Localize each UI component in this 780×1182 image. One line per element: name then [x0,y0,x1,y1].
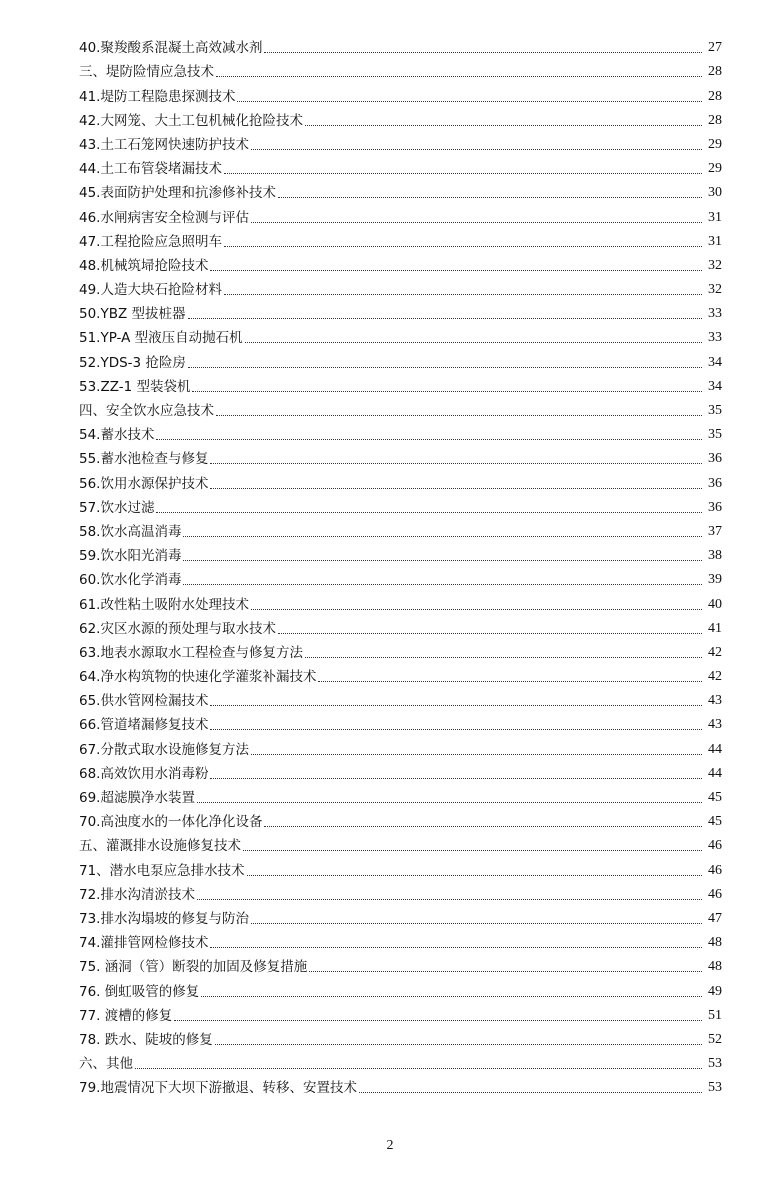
toc-entry-title: 68.高效饮用水消毒粉 [79,765,209,782]
toc-entry-page-number: 51 [708,1007,722,1023]
toc-entry-page-number: 38 [708,548,722,564]
toc-entry-title: 60.饮水化学消毒 [79,572,182,589]
toc-entry-title: 43.土工石笼网快速防护技术 [79,136,249,153]
toc-entry-page-number: 43 [708,717,722,733]
toc-entry[interactable] [79,492,722,516]
toc-entry-page-number: 28 [708,112,722,128]
toc-entry-title: 五、灌溉排水设施修复技术 [79,838,241,855]
toc-entry-page-number: 32 [708,282,722,298]
toc-entry-title: 57.饮水过滤 [79,499,155,516]
toc-entry-page-number: 44 [708,765,722,781]
toc-entry-page-number: 42 [708,644,722,660]
dot-leader [309,971,702,972]
dot-leader [183,536,702,537]
toc-entry[interactable] [79,322,722,346]
toc-entry[interactable] [79,105,722,129]
toc-entry-page-number: 28 [708,64,722,80]
toc-entry[interactable] [79,709,722,733]
toc-entry[interactable] [79,758,722,782]
toc-entry-title: 58.饮水高温消毒 [79,523,182,540]
dot-leader [278,633,702,634]
toc-entry-page-number: 43 [708,693,722,709]
dot-leader [243,850,702,851]
dot-leader [251,609,702,610]
toc-entry-title: 47.工程抢险应急照明车 [79,233,222,250]
toc-entry[interactable] [79,1072,722,1096]
toc-entry[interactable] [79,661,722,685]
dot-leader [359,1092,702,1093]
toc-entry-page-number: 40 [708,596,722,612]
dot-leader [224,294,702,295]
toc-entry[interactable] [79,540,722,564]
toc-entry-title: 63.地表水源取水工程检查与修复方法 [79,644,303,661]
toc-entry-title: 52.YDS-3 抢险房 [79,354,186,371]
dot-leader [215,1044,702,1045]
toc-entry[interactable] [79,1000,722,1024]
toc-entry-page-number: 36 [708,499,722,515]
toc-entry[interactable] [79,129,722,153]
dot-leader [318,681,702,682]
toc-entry[interactable] [79,153,722,177]
toc-entry[interactable] [79,80,722,104]
toc-entry-page-number: 53 [708,1080,722,1096]
dot-leader [305,125,702,126]
toc-entry-page-number: 29 [708,161,722,177]
dot-leader [216,76,702,77]
toc-entry-page-number: 30 [708,185,722,201]
toc-entry[interactable] [79,830,722,854]
toc-entry-page-number: 35 [708,403,722,418]
toc-entry-page-number: 36 [708,475,722,491]
toc-entry-page-number: 28 [708,88,722,104]
toc-entry-page-number: 48 [708,959,722,975]
page-number: 2 [386,1138,394,1153]
toc-entry[interactable] [79,588,722,612]
table-of-contents [79,32,722,1096]
toc-entry-page-number: 33 [708,330,722,346]
toc-entry-title: 51.YP-A 型液压自动抛石机 [79,330,243,347]
toc-entry-page-number: 37 [708,523,722,539]
toc-entry-title: 64.净水构筑物的快速化学灌浆补漏技术 [79,669,317,686]
toc-entry-page-number: 46 [708,838,722,854]
toc-entry-page-number: 45 [708,814,722,830]
toc-entry[interactable] [79,516,722,540]
dot-leader [278,197,702,198]
toc-entry-page-number: 53 [708,1056,722,1072]
toc-entry-title: 79.地震情况下大坝下游撤退、转移、安置技术 [79,1080,357,1097]
dot-leader [210,729,702,730]
toc-entry[interactable] [79,32,722,56]
dot-leader [192,391,702,392]
toc-entry-page-number: 47 [708,910,722,926]
toc-entry-title: 41.堤防工程隐患探测技术 [79,88,236,105]
toc-entry-page-number: 29 [708,136,722,152]
dot-leader [210,270,702,271]
toc-entry-title: 66.管道堵漏修复技术 [79,717,209,734]
toc-entry-page-number: 46 [708,862,722,878]
toc-entry[interactable] [79,1024,722,1048]
toc-entry-title: 50.YBZ 型拔桩器 [79,306,186,323]
toc-entry-title: 56.饮用水源保护技术 [79,475,209,492]
toc-entry-title: 44.土工布管袋堵漏技术 [79,161,222,178]
dot-leader [264,826,702,827]
toc-entry[interactable] [79,371,722,395]
dot-leader [251,149,702,150]
toc-entry-title: 45.表面防护处理和抗渗修补技术 [79,185,276,202]
toc-entry-page-number: 34 [708,378,722,394]
toc-entry[interactable] [79,637,722,661]
toc-entry[interactable] [79,951,722,975]
toc-entry-title: 74.灌排管网检修技术 [79,935,209,952]
toc-entry-title: 55.蓄水池检查与修复 [79,451,209,468]
dot-leader [183,560,702,561]
toc-entry[interactable] [79,346,722,370]
dot-leader [237,101,702,102]
dot-leader [156,439,702,440]
toc-entry[interactable] [79,927,722,951]
toc-entry-title: 78. 跌水、陡坡的修复 [79,1031,213,1048]
toc-entry[interactable] [79,467,722,491]
toc-entry[interactable] [79,733,722,757]
toc-entry-title: 46.水闸病害安全检测与评估 [79,209,249,226]
dot-leader [156,512,702,513]
toc-entry[interactable] [79,443,722,467]
toc-entry-page-number: 36 [708,451,722,467]
dot-leader [245,342,702,343]
toc-entry-title: 72.排水沟清淤技术 [79,886,195,903]
dot-leader [264,52,702,53]
toc-entry[interactable] [79,854,722,878]
toc-entry-page-number: 31 [708,233,722,249]
dot-leader [251,754,702,755]
dot-leader [188,318,702,319]
toc-entry[interactable] [79,201,722,225]
toc-entry-page-number: 44 [708,741,722,757]
toc-entry-title: 54.蓄水技术 [79,427,155,444]
toc-entry-title: 49.人造大块石抢险材料 [79,282,222,299]
toc-entry-page-number: 39 [708,572,722,588]
toc-entry[interactable] [79,685,722,709]
toc-entry-title: 65.供水管网检漏技术 [79,693,209,710]
toc-entry[interactable] [79,395,722,419]
toc-entry-title: 61.改性粘土吸附水处理技术 [79,596,249,613]
toc-entry[interactable] [79,298,722,322]
toc-entry-title: 59.饮水阳光消毒 [79,548,182,565]
toc-entry-page-number: 49 [708,983,722,999]
toc-entry[interactable] [79,274,722,298]
toc-entry[interactable] [79,879,722,903]
toc-entry-page-number: 33 [708,306,722,322]
dot-leader [210,947,702,948]
toc-entry-title: 三、堤防险情应急技术 [79,64,214,81]
toc-entry-page-number: 45 [708,790,722,805]
toc-entry[interactable] [79,56,722,80]
toc-entry-page-number: 46 [708,886,722,902]
toc-entry-title: 53.ZZ-1 型装袋机 [79,378,191,395]
toc-entry-title: 75. 涵洞（管）断裂的加固及修复措施 [79,959,308,976]
dot-leader [224,173,702,174]
dot-leader [183,584,702,585]
dot-leader [197,899,702,900]
toc-entry-page-number: 32 [708,257,722,273]
toc-entry[interactable] [79,419,722,443]
dot-leader [174,1020,702,1021]
dot-leader [210,778,702,779]
dot-leader [210,488,702,489]
toc-entry-page-number: 41 [708,620,722,636]
toc-entry-page-number: 52 [708,1031,722,1047]
dot-leader [201,996,702,997]
dot-leader [305,657,702,658]
toc-entry-title: 六、其他 [79,1056,133,1073]
dot-leader [188,367,702,368]
dot-leader [251,222,702,223]
toc-entry[interactable] [79,177,722,201]
dot-leader [251,923,702,924]
dot-leader [210,705,702,706]
toc-entry-title: 69.超滤膜净水装置 [79,790,195,806]
toc-entry-page-number: 34 [708,354,722,370]
toc-entry-page-number: 48 [708,935,722,951]
toc-entry-page-number: 27 [708,40,722,56]
toc-entry-title: 48.机械筑埽抢险技术 [79,257,209,274]
toc-entry-page-number: 31 [708,209,722,225]
toc-entry[interactable] [79,613,722,637]
dot-leader [216,415,702,416]
dot-leader [247,875,702,876]
toc-entry-page-number: 42 [708,669,722,685]
toc-entry[interactable] [79,806,722,830]
toc-entry[interactable] [79,782,722,806]
toc-entry-title: 71、潜水电泵应急排水技术 [79,862,245,879]
toc-entry[interactable] [79,564,722,588]
toc-entry-title: 70.高浊度水的一体化净化设备 [79,814,263,831]
toc-entry[interactable] [79,975,722,999]
dot-leader [224,246,702,247]
dot-leader [197,802,702,803]
toc-entry-title: 42.大网笼、大土工包机械化抢险技术 [79,112,303,129]
toc-entry-page-number: 35 [708,427,722,443]
dot-leader [135,1068,702,1069]
toc-entry[interactable] [79,226,722,250]
toc-entry-title: 77. 渡槽的修复 [79,1007,173,1024]
toc-entry-title: 73.排水沟塌坡的修复与防治 [79,910,249,927]
toc-entry[interactable] [79,903,722,927]
dot-leader [210,463,702,464]
toc-entry-title: 62.灾区水源的预处理与取水技术 [79,620,276,637]
toc-entry-title: 76. 倒虹吸管的修复 [79,983,200,1000]
toc-entry[interactable] [79,250,722,274]
toc-entry-title: 40.聚羧酸系混凝土高效减水剂 [79,40,263,57]
toc-entry[interactable] [79,1048,722,1072]
toc-entry-title: 67.分散式取水设施修复方法 [79,741,249,758]
toc-entry-title: 四、安全饮水应急技术 [79,403,214,419]
